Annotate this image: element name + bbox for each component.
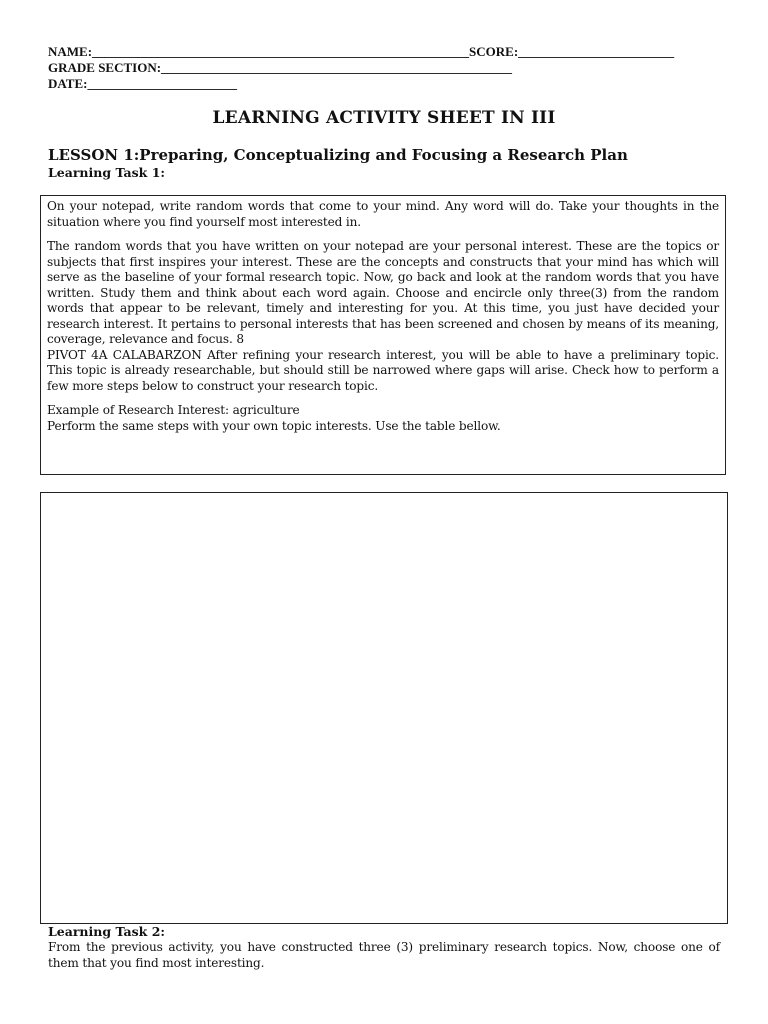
- answer-table-box[interactable]: [40, 492, 728, 924]
- instruction-paragraph: The random words that you have written on your notepad are your personal interest. These are the topics or subjects that first inspires your interest. These are the concepts and constructs that your mind has which will serve as the baseline of your formal research topic. Now, go back and look at the random words that you have written. Study them and think about each word again. Choose and encircle only three(3) from the random words that appear to be relevant, timely and interesting for you. At this time, you just have decided your research interest. It pertains to personal interests that has been screened and chosen by means of its meaning, coverage, relevance and focus. 8: [47, 239, 719, 346]
- learning-task-2-label: Learning Task 2:: [48, 924, 166, 939]
- sheet-title: LEARNING ACTIVITY SHEET IN III: [212, 108, 556, 128]
- instruction-paragraph: On your notepad, write random words that come to your mind. Any word will do. Take your thoughts in the situation where you find yourself most interested in.: [47, 199, 719, 229]
- learning-task-1-label: Learning Task 1:: [48, 165, 166, 180]
- research-interest-example: Example of Research Interest: agriculture: [47, 403, 300, 417]
- date-line: DATE:_______________________: [48, 76, 237, 91]
- instruction-paragraph: Perform the same steps with your own topic interests. Use the table bellow.: [47, 418, 501, 433]
- task-2-instructions: From the previous activity, you have constructed three (3) preliminary research topics. Now, choose one of them that you find most interesting.: [48, 940, 720, 970]
- task-1-instructions-box: [40, 195, 726, 475]
- grade-section-line: GRADE SECTION:______________________________________________________: [48, 60, 513, 75]
- name-score-line: NAME:__________________________________________________________SCORE:________________________: [48, 44, 675, 59]
- instruction-paragraph: PIVOT 4A CALABARZON After refining your research interest, you will be able to have a preliminary topic. This topic is already researchable, but should still be narrowed where gaps will arise. Check how to perform a few more steps below to construct your research topic.: [47, 347, 719, 393]
- lesson-title: LESSON 1:Preparing, Conceptualizing and Focusing a Research Plan: [48, 146, 628, 164]
